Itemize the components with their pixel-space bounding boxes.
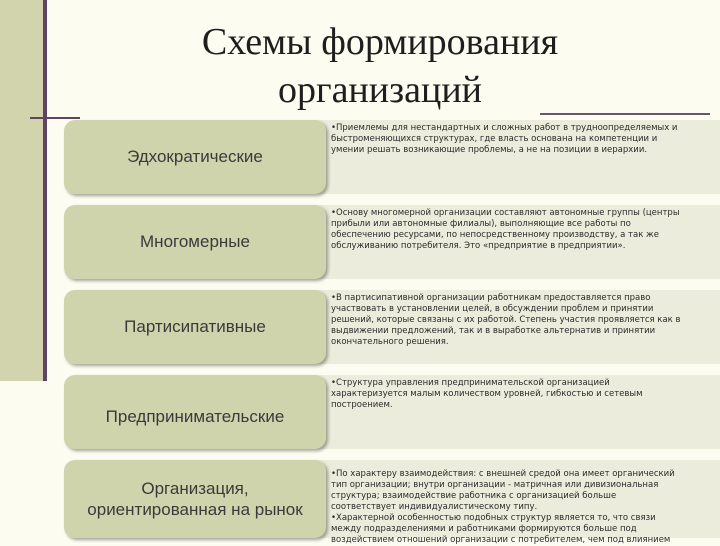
description-paragraph: •Структура управления предпринимательской организацией характеризуется малым количеством уровней, гибкостью и сетевым построением.	[331, 378, 643, 410]
title-rule-left	[30, 117, 80, 119]
scheme-label: Предпринимательские	[64, 375, 326, 449]
scheme-row-market-oriented	[64, 460, 720, 545]
slide-title	[150, 18, 610, 114]
description-paragraph: •Характерной особенностью подобных структур является то, что связи между подразделениями и работниками формируются больше под воздействием отношений организации с потребителем, чем под влиянием	[331, 513, 671, 545]
scheme-row-adhocratic	[64, 120, 720, 194]
scheme-description	[331, 469, 681, 546]
scheme-description	[331, 378, 681, 411]
left-accent-bar	[0, 0, 47, 381]
description-paragraph: •Основу многомерной организации составляют автономные группы (центры прибыли или автономные филиалы), выполняющие все работы по обеспечению ресурсами, по непосредственному производству, а так же обслуживанию потребителя. Это «предприятие в предприятии».	[331, 208, 680, 251]
title-line-1: Схемы формирования	[201, 21, 559, 63]
scheme-description	[331, 123, 681, 156]
description-paragraph: •В партисипативной организации работникам предоставляется право участвовать в установлении целей, в обсуждении проблем и принятии решений, которые связаны с их работой. Степень участия проявляется как в выдвижении предложений, так и в выработке альтернатив и принятии окончательного решения.	[331, 293, 681, 347]
scheme-row-entrepreneurial	[64, 375, 720, 449]
scheme-description	[331, 293, 681, 348]
scheme-label: Многомерные	[64, 205, 326, 279]
scheme-label: Партисипативные	[64, 290, 326, 364]
title-line-2: организаций	[277, 69, 482, 111]
scheme-description	[331, 208, 681, 252]
scheme-label: Организация, ориентированная на рынок	[64, 460, 326, 538]
scheme-label: Эдхократические	[64, 120, 326, 194]
scheme-row-participative	[64, 290, 720, 364]
scheme-row-multidimensional	[64, 205, 720, 279]
description-paragraph: •По характеру взаимодействия: с внешней средой она имеет органический тип организации; внутри организации - матричная или дивизиональная структура; взаимодействие работника с организацией больше соответствует индивидуалистическому типу.	[331, 469, 675, 512]
description-paragraph: •Приемлемы для нестандартных и сложных работ в трудноопределяемых и быстроменяющихся структурах, где власть основана на компетенции и умении решать возникающие проблемы, а не на позиции в иерархии.	[331, 123, 678, 155]
